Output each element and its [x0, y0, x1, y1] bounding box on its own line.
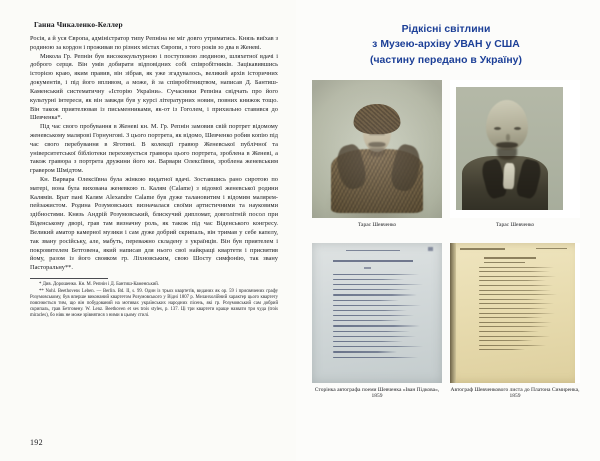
photo-vignette	[312, 80, 442, 218]
photo-frame	[450, 80, 580, 218]
shevchenko-fur-hat-photo	[312, 80, 442, 218]
photo-margin-right	[563, 80, 580, 218]
figure-row-manuscripts	[310, 243, 582, 400]
paragraph: Микола Гр. Репнін був висококультурною і поступовою людиною, шляхетної вдачі і доброго серця. Він умів добирати відповідних собі співробітників. Зацікавившись історією краю, яким правив, він зібрав, як уже згадувалось, великий архів історичних документів, і під його впливом, а може, й за співробітництвом, написав Д. Бантиш-Каменський систематичну «Історію України». Сучасники Репніна свідчать про його культурні інтереси, як він завжди був у курсі літературних новин, повних книжок тощо. Він також приятелював із письменниками, як-от із Гоголем, і прихильно ставився до Шевченка*.	[30, 52, 278, 122]
left-page-verso	[0, 0, 296, 461]
shirt-front	[502, 163, 514, 190]
photo-margin-top	[450, 80, 580, 87]
photo-margin-left	[450, 80, 456, 218]
photo-frame	[312, 80, 442, 218]
figure-caption: Тарас Шевченко	[495, 222, 535, 229]
letter-salutation-line-1	[484, 257, 536, 259]
plate-section-title	[310, 22, 582, 68]
stanza-numeral	[364, 267, 371, 268]
body-text-column	[30, 35, 278, 273]
right-page-recto	[296, 0, 600, 461]
footnote-divider	[30, 278, 108, 279]
eye-right	[514, 127, 521, 130]
letter-place-line	[536, 248, 567, 249]
running-head: Ганна Чикаленко-Келлер	[34, 20, 123, 29]
beard-shadow	[497, 148, 517, 160]
manuscript-frame	[450, 243, 580, 383]
nose-shadow	[506, 134, 510, 141]
page-margin-right	[575, 243, 580, 383]
figure-caption: Тарас Шевченко	[357, 222, 397, 229]
ivan-pidkova-manuscript	[312, 243, 442, 383]
paragraph: Кн. Варвара Олексіївна була жінкою видатної вдачі. Зоставшись рано сиротою по матері, вона була вихована женевкою п. Калям (Calame) з відомої женевської родини Калямів. Брат пані Калям Alexandre Calame був дуже талановитим і відомим малярем-пейзажистом. Родина Розумовських визначалася своїми артистичними та науковими здібностями. Князь Андрій Розумовський, блискучий дипломат, довголітній посол при Віденському дворі, грав там визначну роль, як також під час Віденського конгресу. Великий аматор камерної музики і сам дуже добрий скрипаль, він тримав у себе капелу, так звану російську, але, мабуть, переважно складену з українців. Він був приятелем і покровителем Бетговена, який написав для нього свої найкращі квартети і присвятив йому, разом із його свояком гр. Ліхновським, свою Шосту симфонію, так звану Пасторальну**.	[30, 176, 278, 272]
title-line-2: з Музею-архіву УВАН у США	[372, 39, 520, 51]
binding-edge	[450, 243, 456, 383]
handwriting-lines	[479, 267, 560, 375]
manuscript-header-line	[346, 250, 401, 252]
folio-mark	[428, 247, 433, 251]
figure-caption: Сторінка автографа поеми Шевченка «Іван Підкова», 1859	[314, 386, 440, 400]
figure-shevchenko-portrait	[450, 80, 580, 229]
figure-shevchenko-fur-hat	[312, 80, 442, 229]
title-line-3: (частину передано в Україну)	[369, 54, 523, 66]
letter-salutation-line-2	[484, 262, 526, 264]
manuscript-frame	[312, 243, 442, 383]
letter-date-line	[460, 248, 504, 250]
figure-caption: Автограф Шевченкового листа до Платона Симиренка, 1859	[450, 386, 580, 400]
page-number: 192	[30, 438, 43, 447]
figure-row-portraits	[310, 80, 582, 229]
paragraph: Росія, а й уся Європа, адміністратор типу Репніна не міг довго утриматись. Князь виїхав з родиною за кордон і проживав по різних містах Європи, з того років зо два в Женеві.	[30, 35, 278, 51]
photo-margin-bottom	[450, 210, 580, 218]
figure-ivan-pidkova-manuscript	[312, 243, 442, 400]
footnote: * Див. Дорошенко. Кн. М. Репнін і Д. Бантиш-Каменський.	[39, 281, 160, 287]
footnote: ** Nohl. Beethovens Leben. — Berlin. Bd. II, s. 99. Один із трьох квартетів, виданих як ор. 59 і присвячених графу Розумовському, був вперше виконаний квартетом Розумовського у Відні 1807 р. Меланхолійний характер цього квартету пояснюється тим, що він побудований на мотивах українських народних пісень, які гр. Розумовський сам добрий скрипаль, грав Бетговену. W. Lenz. Beethoven et ses trois styles, p. 137. Ці три квартети краще назвати три чуда (trois miracles), бо ніяк не може зрівнятися з ними в цьому стилі.	[30, 288, 278, 318]
manuscript-title-line	[333, 260, 414, 262]
handwriting-lines	[333, 274, 431, 375]
paragraph: Під час свого пробування в Женеві кн. М. Гр. Репнін замовив свій портрет відомому женевському малярові Горнунгові. З цього портрета, як відомо, Шевченко робив копію під час свого перебування в Яготині. В колекції гравюр Женевської публічної та університетської бібліотеки переховується гравюра цього портрета, зроблена в Женеві, а також гравюра з портрета дружини його кн. Варвари Олексіївни, зроблена женевським гравером Шмідтом.	[30, 123, 278, 175]
symyrenko-letter-manuscript	[450, 243, 580, 383]
title-line-1: Рідкісні світлини	[401, 24, 491, 35]
shevchenko-portrait-photo	[450, 80, 580, 218]
figure-symyrenko-letter	[450, 243, 580, 400]
footnote-block	[30, 282, 278, 319]
